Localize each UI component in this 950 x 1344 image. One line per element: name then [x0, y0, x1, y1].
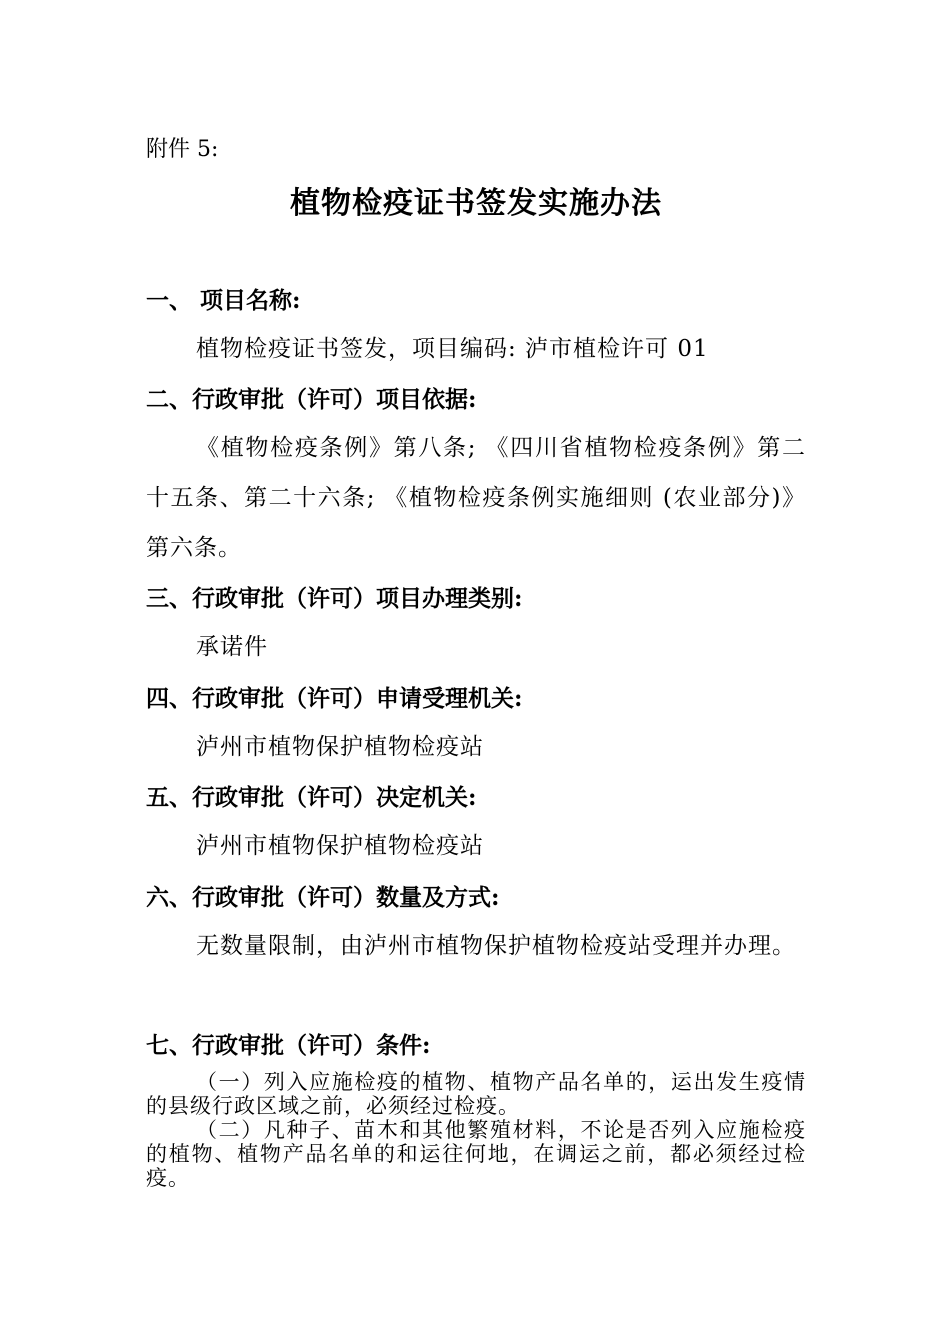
- section-7-heading: 七、行政审批（许可）条件:: [146, 1032, 431, 1059]
- attachment-label: 附件 5:: [146, 137, 219, 162]
- section-5-body: 泸州市植物保护植物检疫站: [196, 833, 484, 859]
- section-6-body: 无数量限制，由泸州市植物保护植物检疫站受理并办理。: [196, 933, 796, 959]
- section-2-heading: 二、行政审批（许可）项目依据:: [146, 386, 477, 413]
- section-7-conditions: [146, 1070, 806, 1190]
- section-5-heading: 五、行政审批（许可）决定机关:: [146, 784, 477, 811]
- section-3-body: 承诺件: [196, 634, 268, 660]
- section-1-body: 植物检疫证书签发，项目编码: 泸市植检许可 01: [196, 336, 709, 362]
- section-6-heading: 六、行政审批（许可）数量及方式:: [146, 884, 500, 911]
- document-title: 植物检疫证书签发实施办法: [290, 186, 662, 221]
- condition-item-2: （二）凡种子、苗木和其他繁殖材料，不论是否列入应施检疫的植物、植物产品名单的和运往何地，在调运之前，都必须经过检疫。: [146, 1118, 806, 1190]
- section-4-heading: 四、行政审批（许可）申请受理机关:: [146, 685, 523, 712]
- section-4-body: 泸州市植物保护植物检疫站: [196, 734, 484, 760]
- condition-item-1: （一）列入应施检疫的植物、植物产品名单的，运出发生疫情的县级行政区域之前，必须经过检疫。: [146, 1070, 806, 1118]
- section-3-heading: 三、行政审批（许可）项目办理类别:: [146, 585, 523, 612]
- section-1-heading: 一、 项目名称:: [146, 287, 301, 314]
- section-2-body: 《植物检疫条例》第八条; 《四川省植物检疫条例》第二十五条、第二十六条; 《植物检疫条例实施细则 (农业部分)》第六条。: [146, 435, 806, 561]
